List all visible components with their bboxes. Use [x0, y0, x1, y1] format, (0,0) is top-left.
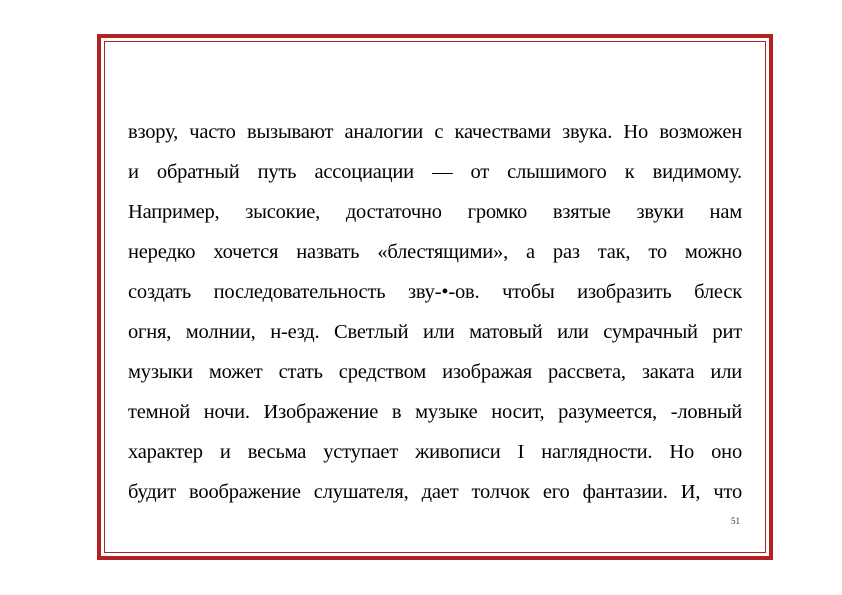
text-line: создать последовательность зву-•-ов. чтобы изобразить блеск — [128, 281, 742, 303]
text-line: темной ночи. Изображение в музыке носит, разумеется, -ловный — [128, 401, 742, 423]
text-line: характер и весьма уступает живописи I наглядности. Но оно — [128, 441, 742, 463]
text-line: взору, часто вызывают аналогии с качествами звука. Но возможен — [128, 121, 742, 143]
text-line: Например, зысокие, достаточно громко взятые звуки нам — [128, 201, 742, 223]
text-line: огня, молнии, н-езд. Светлый или матовый или сумрачный рит — [128, 321, 742, 343]
text-line: нередко хочется назвать «блестящими», а раз так, то можно — [128, 241, 742, 263]
page-number: 51 — [731, 516, 740, 526]
body-text — [128, 112, 742, 512]
text-line: будит воображение слушателя, дает толчок его фантазии. И, что — [128, 481, 742, 503]
text-line: музыки может стать средством изображая рассвета, заката или — [128, 361, 742, 383]
text-line: и обратный путь ассоциации — от слышимого к видимому. — [128, 161, 742, 183]
